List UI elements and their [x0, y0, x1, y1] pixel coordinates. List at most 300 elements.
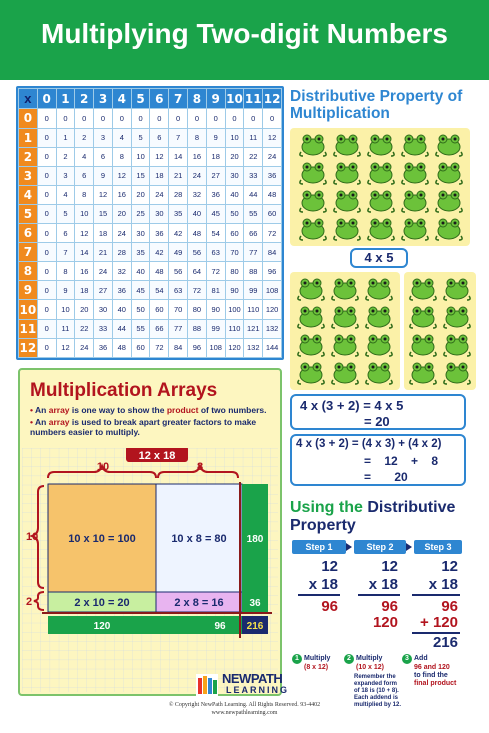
table-cell: 72	[150, 338, 169, 357]
frog-panel-4x5	[290, 128, 470, 246]
note-1-number: 1	[292, 654, 302, 664]
note-3-highlight: 96 and 120	[414, 664, 450, 671]
table-cell: 0	[37, 224, 56, 243]
table-cell: 0	[75, 109, 94, 128]
frog-icon	[398, 132, 432, 158]
c3-rule-1	[412, 594, 460, 596]
table-cell: 27	[206, 166, 225, 185]
table-cell: 44	[244, 185, 263, 204]
table-cell: 84	[263, 243, 282, 262]
table-cell: 18	[150, 166, 169, 185]
table-row-header: 2	[19, 147, 38, 166]
frog-icon	[330, 188, 364, 214]
table-col-header: 11	[244, 89, 263, 109]
table-cell: 11	[244, 128, 263, 147]
table-cell: 33	[244, 166, 263, 185]
table-cell: 0	[244, 109, 263, 128]
using-title	[290, 499, 485, 535]
table-cell: 8	[75, 185, 94, 204]
frog-icon	[432, 132, 466, 158]
table-cell: 28	[169, 185, 188, 204]
table-cell: 6	[94, 147, 113, 166]
frog-icon	[362, 304, 396, 330]
table-cell: 10	[75, 204, 94, 223]
label-4x5-box	[350, 248, 408, 268]
table-cell: 12	[112, 166, 131, 185]
table-cell: 55	[244, 204, 263, 223]
copyright: © Copyright NewPath Learning. All Rights Reserved. 93-4402	[168, 702, 321, 708]
table-cell: 0	[169, 109, 188, 128]
equation-box-2	[290, 434, 466, 486]
table-col-header: 3	[94, 89, 113, 109]
table-cell: 20	[112, 204, 131, 223]
table-cell: 0	[37, 281, 56, 300]
table-cell: 77	[169, 319, 188, 338]
note-3-highlight-2: final product	[414, 680, 457, 687]
table-row-header: 5	[19, 204, 38, 223]
frog-icon	[294, 332, 328, 358]
table-cell: 27	[94, 281, 113, 300]
frog-icon	[362, 276, 396, 302]
table-cell: 72	[206, 262, 225, 281]
table-cell: 64	[188, 262, 207, 281]
table-cell: 36	[206, 185, 225, 204]
c1-result: 96	[321, 598, 338, 615]
table-row	[19, 319, 282, 338]
table-cell: 32	[112, 262, 131, 281]
step-2-label: Step 2	[354, 540, 406, 554]
bullet-dot: •	[30, 405, 36, 415]
table-cell: 20	[131, 185, 150, 204]
website: www.newpathlearning.com	[211, 710, 278, 716]
frog-icon	[328, 276, 362, 302]
table-row	[19, 243, 282, 262]
c1-multiplier: x 18	[308, 576, 338, 593]
table-row	[19, 300, 282, 319]
table-cell: 8	[188, 128, 207, 147]
frog-icon	[406, 360, 440, 386]
quadrant-2x8-label: 2 x 8 = 16	[174, 597, 224, 609]
table-cell: 40	[188, 204, 207, 223]
table-cell: 36	[94, 338, 113, 357]
table-row	[19, 338, 282, 357]
frog-icon	[440, 304, 474, 330]
table-cell: 24	[188, 166, 207, 185]
table-cell: 20	[225, 147, 244, 166]
table-cell: 60	[131, 338, 150, 357]
table-cell: 42	[150, 243, 169, 262]
table-cell: 4	[56, 185, 75, 204]
sum-row-right	[156, 616, 242, 634]
frog-icon	[364, 132, 398, 158]
table-cell: 0	[56, 109, 75, 128]
header-bar	[0, 0, 489, 80]
step-3-label: Step 3	[414, 540, 462, 554]
frog-icon	[364, 216, 398, 242]
logo-name: NEWPATH	[222, 671, 283, 686]
frog-icon	[296, 160, 330, 186]
bullet-text: is one way to show the	[69, 405, 167, 415]
table-col-header: 6	[150, 89, 169, 109]
table-cell: 72	[263, 224, 282, 243]
table-cell: 60	[225, 224, 244, 243]
table-row-header: 4	[19, 185, 38, 204]
arrays-bullet-1	[30, 405, 278, 415]
frog-icon	[398, 188, 432, 214]
table-cell: 4	[75, 147, 94, 166]
bullet-text: of two numbers.	[198, 405, 267, 415]
table-cell: 21	[169, 166, 188, 185]
c2-rule	[358, 594, 400, 596]
table-cell: 80	[188, 300, 207, 319]
brace-10-label: 10	[96, 461, 110, 473]
table-cell: 12	[75, 224, 94, 243]
table-cell: 0	[188, 109, 207, 128]
table-col-header: 5	[131, 89, 150, 109]
table-cell: 70	[225, 243, 244, 262]
c2-multiplicand: 12	[381, 558, 398, 575]
frog-icon	[330, 160, 364, 186]
table-cell: 0	[131, 109, 150, 128]
table-cell: 81	[206, 281, 225, 300]
using-title-prefix: Using the	[290, 499, 368, 516]
table-cell: 30	[131, 224, 150, 243]
frog-icon	[362, 332, 396, 358]
table-cell: 80	[225, 262, 244, 281]
frog-panel-4x3	[290, 272, 400, 390]
table-header-row	[19, 89, 282, 109]
frog-icon	[296, 188, 330, 214]
frog-icon	[328, 304, 362, 330]
table-cell: 0	[37, 204, 56, 223]
table-cell: 16	[112, 185, 131, 204]
table-row-header: 11	[19, 319, 38, 338]
table-cell: 45	[131, 281, 150, 300]
table-row	[19, 147, 282, 166]
table-cell: 36	[150, 224, 169, 243]
table-cell: 90	[206, 300, 225, 319]
equation-1-line-1: 4 x (3 + 2) = 4 x 5	[300, 398, 404, 413]
frog-icon	[294, 360, 328, 386]
note-step-3	[402, 654, 472, 688]
table-cell: 120	[263, 300, 282, 319]
frog-icon	[364, 188, 398, 214]
table-cell: 7	[56, 243, 75, 262]
table-col-header: 10	[225, 89, 244, 109]
bullet-dot: •	[30, 417, 36, 427]
quadrant-2x10-label: 2 x 10 = 20	[74, 597, 130, 609]
table-cell: 45	[206, 204, 225, 223]
table-cell: 40	[112, 300, 131, 319]
frog-grid-4x5	[296, 132, 466, 244]
bullet-highlight: product	[166, 405, 199, 415]
table-cell: 48	[188, 224, 207, 243]
table-cell: 0	[37, 300, 56, 319]
frog-icon	[432, 188, 466, 214]
frog-icon	[406, 276, 440, 302]
c3-multiplier: x 18	[428, 576, 458, 593]
table-row	[19, 109, 282, 128]
table-row-header: 12	[19, 338, 38, 357]
frog-icon	[440, 360, 474, 386]
frog-icon	[398, 160, 432, 186]
note-2-number: 2	[344, 654, 354, 664]
table-row	[19, 204, 282, 223]
table-row	[19, 224, 282, 243]
frog-icon	[328, 332, 362, 358]
table-cell: 3	[94, 128, 113, 147]
frog-icon	[406, 304, 440, 330]
table-cell: 66	[244, 224, 263, 243]
table-cell: 63	[169, 281, 188, 300]
table-cell: 6	[150, 128, 169, 147]
table-cell: 12	[150, 147, 169, 166]
table-cell: 0	[225, 109, 244, 128]
table-cell: 24	[150, 185, 169, 204]
table-cell: 15	[131, 166, 150, 185]
bullet-text: An	[35, 405, 49, 415]
table-cell: 8	[56, 262, 75, 281]
table-cell: 10	[131, 147, 150, 166]
table-row-header: 1	[19, 128, 38, 147]
note-3-text-2: to find the	[414, 672, 448, 679]
table-cell: 66	[150, 319, 169, 338]
note-1-text: Multiply	[304, 655, 331, 662]
table-cell: 11	[56, 319, 75, 338]
frog-icon	[406, 332, 440, 358]
frog-icon	[294, 304, 328, 330]
table-cell: 9	[94, 166, 113, 185]
frog-icon	[362, 360, 396, 386]
table-col-header: 12	[263, 89, 282, 109]
note-3-text: Add	[414, 655, 428, 662]
frog-icon	[330, 132, 364, 158]
table-cell: 48	[263, 185, 282, 204]
frog-icon	[294, 276, 328, 302]
table-cell: 0	[112, 109, 131, 128]
total-216: 216	[246, 621, 264, 632]
equation-1-line-2: = 20	[364, 414, 390, 429]
table-cell: 0	[37, 185, 56, 204]
frog-icon	[296, 216, 330, 242]
equation-2-line-1: 4 x (3 + 2) = (4 x 3) + (4 x 2)	[296, 438, 442, 450]
note-step-2	[344, 654, 402, 709]
c2-result-1: 96	[381, 598, 398, 615]
c2-multiplier: x 18	[368, 576, 398, 593]
table-cell: 25	[131, 204, 150, 223]
side-10-label: 10	[26, 531, 39, 543]
distributive-title: Distributive Property of Multiplication	[290, 88, 463, 122]
table-cell: 0	[37, 147, 56, 166]
table-cell: 0	[37, 243, 56, 262]
frog-icon	[398, 216, 432, 242]
table-cell: 30	[150, 204, 169, 223]
table-cell: 0	[150, 109, 169, 128]
equation-box-1	[290, 394, 466, 430]
table-cell: 35	[169, 204, 188, 223]
c1-rule	[298, 594, 340, 596]
table-col-header: 2	[75, 89, 94, 109]
c1-multiplicand: 12	[321, 558, 338, 575]
note-1-expr: (8 x 12)	[304, 664, 329, 671]
table-cell: 2	[75, 128, 94, 147]
table-row	[19, 128, 282, 147]
using-title-highlight: Distributive Property	[290, 499, 456, 534]
multiplication-table	[18, 88, 282, 358]
table-cell: 144	[263, 338, 282, 357]
c3-multiplicand: 12	[441, 558, 458, 575]
table-cell: 55	[131, 319, 150, 338]
table-cell: 14	[169, 147, 188, 166]
table-cell: 22	[75, 319, 94, 338]
newpath-logo	[196, 670, 296, 706]
frog-icon	[296, 132, 330, 158]
table-cell: 0	[37, 319, 56, 338]
table-col-header: 0	[37, 89, 56, 109]
table-cell: 88	[188, 319, 207, 338]
sum-120: 120	[93, 621, 111, 632]
table-cell: 20	[75, 300, 94, 319]
table-cell: 110	[225, 319, 244, 338]
logo-mark-icon	[196, 674, 218, 696]
table-cell: 96	[263, 262, 282, 281]
table-cell: 5	[56, 204, 75, 223]
table-cell: 28	[112, 243, 131, 262]
table-cell: 120	[225, 338, 244, 357]
quadrant-10x8-label: 10 x 8 = 80	[171, 533, 227, 545]
table-cell: 0	[37, 109, 56, 128]
table-cell: 36	[263, 166, 282, 185]
c3-result-2: + 120	[420, 614, 458, 631]
table-cell: 5	[131, 128, 150, 147]
equation-2-line-3: = 20	[364, 470, 408, 484]
table-cell: 14	[75, 243, 94, 262]
table-cell: 40	[225, 185, 244, 204]
table-cell: 50	[131, 300, 150, 319]
arrays-title: Multiplication Arrays	[30, 380, 218, 401]
table-row	[19, 166, 282, 185]
table-col-header: 1	[56, 89, 75, 109]
table-cell: 48	[112, 338, 131, 357]
table-cell: 3	[56, 166, 75, 185]
label-4x5: 4 x 5	[364, 250, 394, 265]
table-cell: 1	[56, 128, 75, 147]
note-2-remember: Remember the expanded form of 18 is (10 + 8). Each addend is multiplied by 12.	[354, 674, 402, 708]
table-cell: 132	[244, 338, 263, 357]
table-cell: 35	[131, 243, 150, 262]
frog-grid-4x2	[406, 276, 474, 388]
bullet-text: is used to break apart greater factors to make numbers easier to multiply.	[30, 417, 257, 437]
table-cell: 10	[225, 128, 244, 147]
table-cell: 22	[244, 147, 263, 166]
table-cell: 15	[94, 204, 113, 223]
table-cell: 0	[37, 338, 56, 357]
table-cell: 0	[94, 109, 113, 128]
table-cell: 32	[188, 185, 207, 204]
table-col-header: 9	[206, 89, 225, 109]
bullet-highlight: array	[48, 405, 70, 415]
table-row	[19, 262, 282, 281]
table-cell: 54	[150, 281, 169, 300]
table-cell: 24	[94, 262, 113, 281]
table-cell: 99	[244, 281, 263, 300]
top-label: 12 x 18	[138, 450, 176, 462]
c2-result-2: 120	[372, 614, 398, 631]
table-cell: 99	[206, 319, 225, 338]
bullet-highlight: array	[48, 417, 70, 427]
logo-sub: LEARNING	[226, 685, 289, 695]
bullet-text: An	[35, 417, 49, 427]
c3-result-3: 216	[432, 634, 458, 651]
table-cell: 36	[112, 281, 131, 300]
table-cell: 56	[169, 262, 188, 281]
table-cell: 18	[75, 281, 94, 300]
step-arrow-2	[406, 543, 412, 551]
note-2-text: Multiply	[356, 655, 383, 662]
table-cell: 12	[94, 185, 113, 204]
table-cell: 0	[206, 109, 225, 128]
table-cell: 42	[169, 224, 188, 243]
table-cell: 12	[56, 338, 75, 357]
note-2-expr: (10 x 12)	[356, 664, 385, 671]
step-1-label: Step 1	[292, 540, 346, 554]
quadrant-10x10-label: 10 x 10 = 100	[68, 533, 136, 545]
table-cell: 110	[244, 300, 263, 319]
frog-icon	[328, 360, 362, 386]
frog-panel-4x2	[404, 272, 476, 390]
sum-36: 36	[249, 598, 261, 609]
frog-icon	[364, 160, 398, 186]
table-cell: 12	[263, 128, 282, 147]
brace-8-label: 8	[196, 461, 204, 473]
step-arrow-1	[346, 543, 352, 551]
table-cell: 6	[75, 166, 94, 185]
table-cell: 21	[94, 243, 113, 262]
table-cell: 60	[150, 300, 169, 319]
table-cell: 63	[206, 243, 225, 262]
c3-result-1: 96	[441, 598, 458, 615]
table-col-header: 7	[169, 89, 188, 109]
array-diagram	[22, 448, 278, 692]
table-cell: 0	[37, 166, 56, 185]
table-cell: 8	[112, 147, 131, 166]
table-cell: 54	[206, 224, 225, 243]
table-cell: 9	[206, 128, 225, 147]
table-cell: 9	[56, 281, 75, 300]
table-cell: 4	[112, 128, 131, 147]
table-cell: 88	[244, 262, 263, 281]
table-row-header: 3	[19, 166, 38, 185]
table-cell: 60	[263, 204, 282, 223]
table-cell: 84	[169, 338, 188, 357]
table-cell: 96	[188, 338, 207, 357]
table-cell: 44	[112, 319, 131, 338]
table-cell: 33	[94, 319, 113, 338]
table-row-header: 7	[19, 243, 38, 262]
table-cell: 0	[37, 128, 56, 147]
table-cell: 50	[225, 204, 244, 223]
table-cell: 0	[37, 262, 56, 281]
table-cell: 10	[56, 300, 75, 319]
table-col-header: 8	[188, 89, 207, 109]
table-row	[19, 281, 282, 300]
table-cell: 24	[112, 224, 131, 243]
table-cell: 7	[169, 128, 188, 147]
frog-icon	[440, 332, 474, 358]
table-cell: 108	[206, 338, 225, 357]
table-cell: 48	[150, 262, 169, 281]
frog-icon	[440, 276, 474, 302]
